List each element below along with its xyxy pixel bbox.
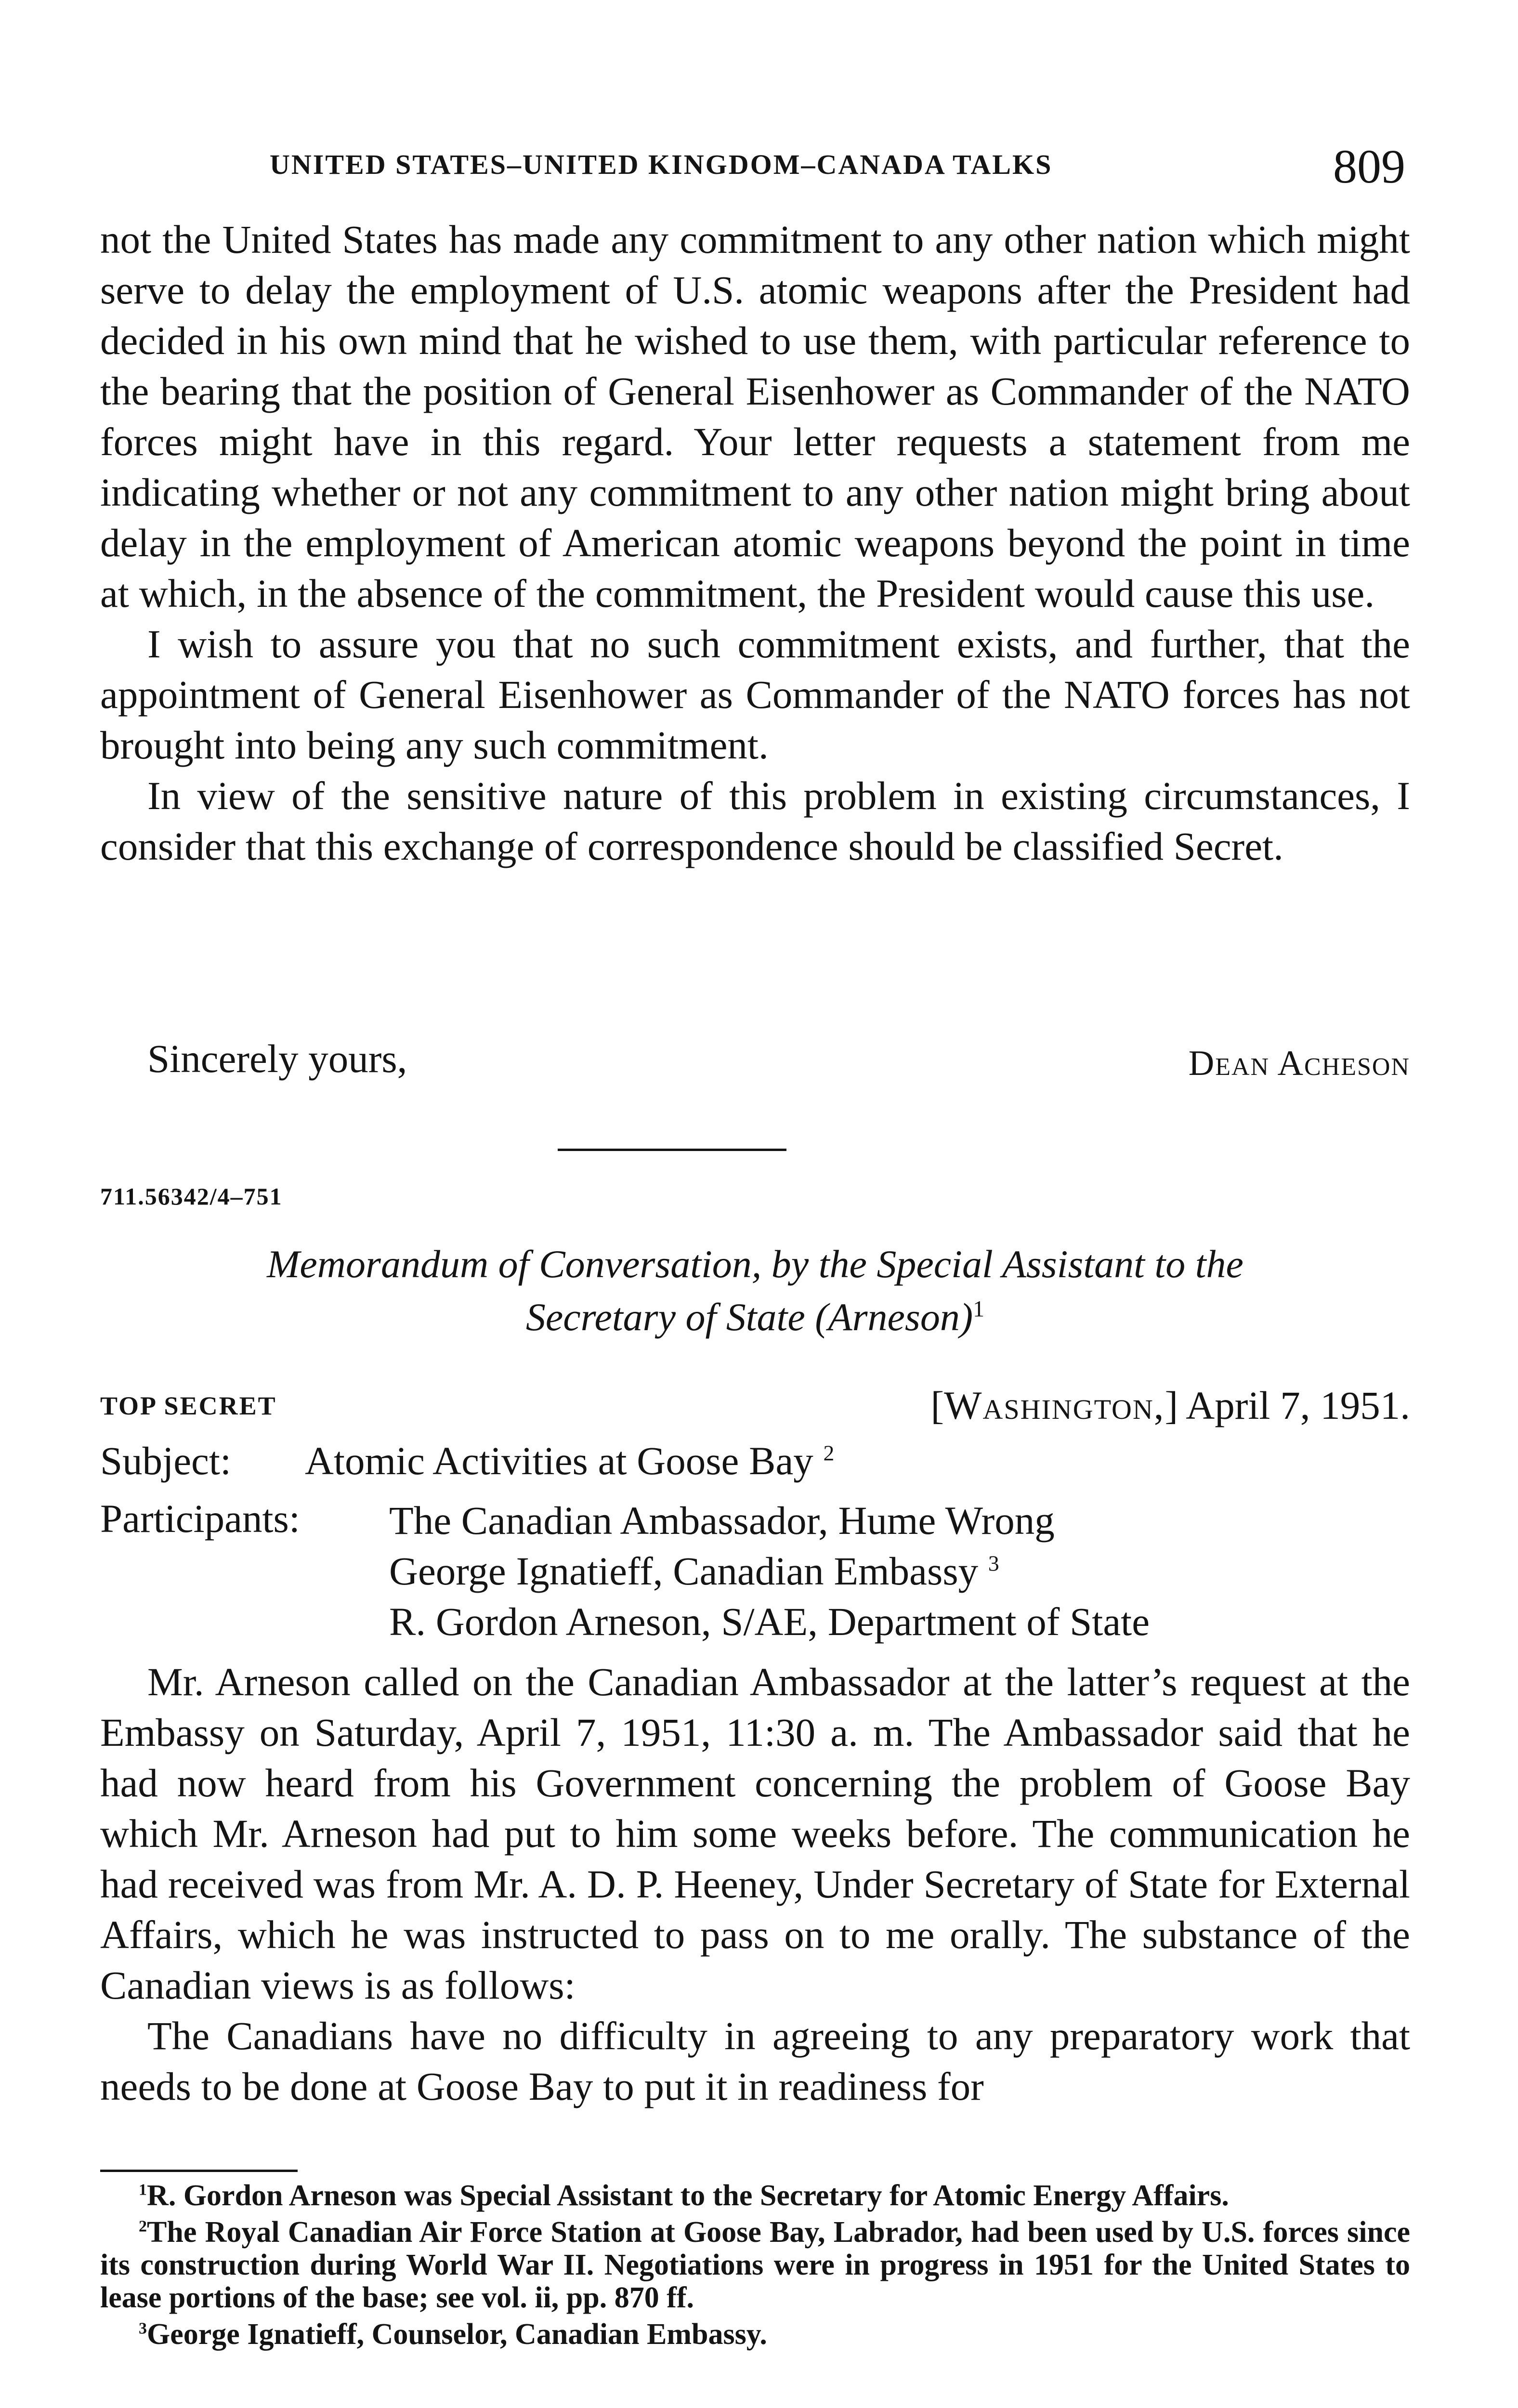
footnote-number: 2	[139, 2217, 147, 2236]
memo-title	[139, 1238, 1372, 1344]
signer-name: Dean Acheson	[1188, 1044, 1410, 1083]
footnote-text: R. Gordon Arneson was Special Assistant to the Secretary for Atomic Energy Affairs.	[147, 2179, 1229, 2212]
footnote-ref-3[interactable]: 3	[988, 1551, 999, 1576]
place: Washington,	[944, 1383, 1165, 1427]
memo-meta-line	[100, 1382, 1410, 1435]
letter-body	[100, 214, 1410, 872]
complimentary-close: Sincerely yours,	[147, 1036, 407, 1081]
footnote-text: The Royal Canadian Air Force Station at Goose Bay, Labrador, had been used by U.S. forces since its construction during World War II. Negotiations were in progress in 1951 for the United States to lease portions of the base; see vol. ii, pp. 870 ff.	[100, 2216, 1410, 2314]
footnote-ref-1[interactable]: 1	[973, 1296, 985, 1322]
participant-name: George Ignatieff, Canadian Embassy	[389, 1549, 979, 1593]
memo-body	[100, 1657, 1410, 2112]
memo-title-line-2-wrap	[139, 1291, 1372, 1344]
footnote	[100, 2318, 1410, 2351]
footnote	[100, 2216, 1410, 2314]
footnote-number: 3	[139, 2319, 147, 2338]
running-head	[100, 140, 1410, 197]
footnote-rule	[100, 2170, 298, 2172]
footnote-ref-2[interactable]: 2	[823, 1440, 835, 1466]
memo-paragraph-2: The Canadians have no difficulty in agreeing to any preparatory work that needs to be done at Goose Bay to put it in readiness for	[100, 2014, 1410, 2108]
subject-label: Subject:	[100, 1439, 232, 1483]
participant-name: R. Gordon Arneson, S/AE, Department of State	[389, 1599, 1150, 1644]
place-bracket-close: ]	[1165, 1383, 1178, 1427]
file-number: 711.56342/4–751	[100, 1183, 283, 1210]
place-date	[930, 1382, 1410, 1428]
footnote-text: George Ignatieff, Counselor, Canadian Embassy.	[147, 2318, 767, 2351]
letter-closing	[100, 1035, 1410, 1088]
memo-date: April 7, 1951.	[1178, 1383, 1410, 1427]
memo-title-line-2: Secretary of State (Arneson)	[525, 1295, 973, 1339]
letter-paragraph-1: not the United States has made any commitment to any other nation which might serve to delay the employment of U.S. atomic weapons after the President had decided in his own mind that he wished to use them, with particular reference to the bearing that the position of General Eisenhower as Commander of the NATO forces might have in this regard. Your letter requests a statement from me indicating whether or not any commitment to any other nation might bring about delay in the employment of American atomic weapons beyond the point in time at which, in the absence of the commitment, the President would cause this use.	[100, 217, 1410, 615]
footnotes	[100, 2179, 1410, 2355]
subject-line	[100, 1438, 834, 1484]
participant	[389, 1546, 1150, 1597]
letter-paragraph-2: I wish to assure you that no such commitment exists, and further, that the appointment of General Eisenhower as Commander of the NATO forces has not brought into being any such commitment.	[100, 622, 1410, 767]
participants-label: Participants:	[100, 1496, 300, 1541]
footnote-number: 1	[139, 2181, 147, 2199]
participants-list	[389, 1495, 1150, 1647]
participant	[389, 1495, 1150, 1546]
place-bracket-open: [	[930, 1383, 944, 1427]
participant-name: The Canadian Ambassador, Hume Wrong	[389, 1498, 1055, 1543]
participant	[389, 1597, 1150, 1647]
memo-title-line-1: Memorandum of Conversation, by the Special Assistant to the	[267, 1242, 1243, 1286]
page-number: 809	[1333, 140, 1405, 193]
running-head-title: UNITED STATES–UNITED KINGDOM–CANADA TALKS	[270, 149, 1053, 180]
memo-paragraph-1: Mr. Arneson called on the Canadian Ambassador at the latter’s request at the Embassy on Saturday, April 7, 1951, 11:30 a. m. The Ambassador said that he had now heard from his Government concerning the problem of Goose Bay which Mr. Arneson had put to him some weeks before. The communication he had received was from Mr. A. D. P. Heeney, Under Secretary of State for External Affairs, which he was instructed to pass on to me orally. The substance of the Canadian views is as follows:	[100, 1660, 1410, 2007]
letter-paragraph-3: In view of the sensitive nature of this problem in existing circumstances, I consider that this exchange of correspondence should be classified Secret.	[100, 773, 1410, 868]
footnote	[100, 2179, 1410, 2212]
section-divider	[558, 1149, 786, 1151]
subject-text: Atomic Activities at Goose Bay	[305, 1439, 813, 1483]
classification-marking: TOP SECRET	[100, 1391, 277, 1420]
